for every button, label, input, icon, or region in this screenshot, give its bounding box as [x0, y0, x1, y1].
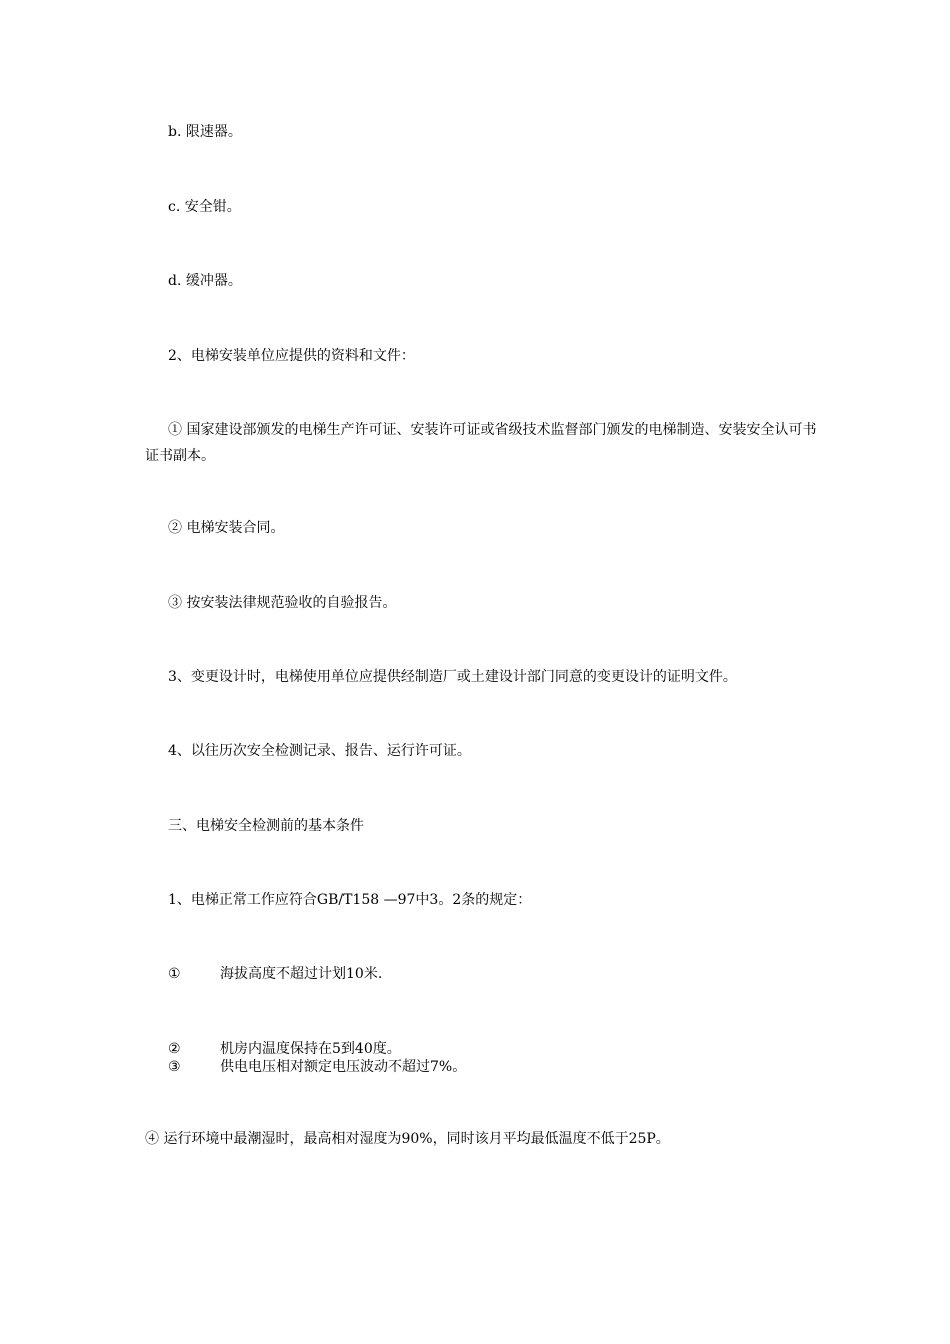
- condition-number: ②: [168, 1041, 181, 1057]
- condition-text: 供电电压相对额定电压波动不超过7%。: [220, 1059, 467, 1075]
- condition-1-intro: 1、电梯正常工作应符合GB/T158 —97中3。2条的规定：: [168, 892, 532, 908]
- condition-item-4: ④ 运行环境中最潮湿时，最高相对湿度为90%，同时该月平均最低温度不低于25P。: [145, 1131, 670, 1147]
- condition-text: 机房内温度保持在5到40度。: [220, 1041, 401, 1057]
- list-item-d: d. 缓冲器。: [168, 273, 242, 289]
- condition-number: ③: [168, 1059, 181, 1075]
- section-2-item-3: ③ 按安装法律规范验收的自验报告。: [168, 595, 397, 611]
- condition-item: [0, 966, 950, 982]
- section-2-item-1: ① 国家建设部颁发的电梯生产许可证、安装许可证或省级技术监督部门颁发的电梯制造、安装安全认可书证书副本。: [145, 422, 817, 464]
- list-item-c: c. 安全钳。: [168, 199, 241, 215]
- condition-item: [0, 1059, 950, 1075]
- section-3-paragraph: 3、变更设计时，电梯使用单位应提供经制造厂或土建设计部门同意的变更设计的证明文件。: [168, 669, 737, 685]
- list-item-b: b. 限速器。: [168, 124, 242, 140]
- section-2-item-2: ② 电梯安装合同。: [168, 520, 285, 536]
- condition-number: ①: [168, 966, 181, 982]
- condition-item: [0, 1041, 950, 1057]
- part-3-heading: 三、电梯安全检测前的基本条件: [168, 818, 364, 834]
- section-4-paragraph: 4、以往历次安全检测记录、报告、运行许可证。: [168, 743, 471, 759]
- section-2-heading: 2、电梯安装单位应提供的资料和文件：: [168, 348, 415, 364]
- condition-text: 海拔高度不超过计划10米.: [220, 966, 383, 982]
